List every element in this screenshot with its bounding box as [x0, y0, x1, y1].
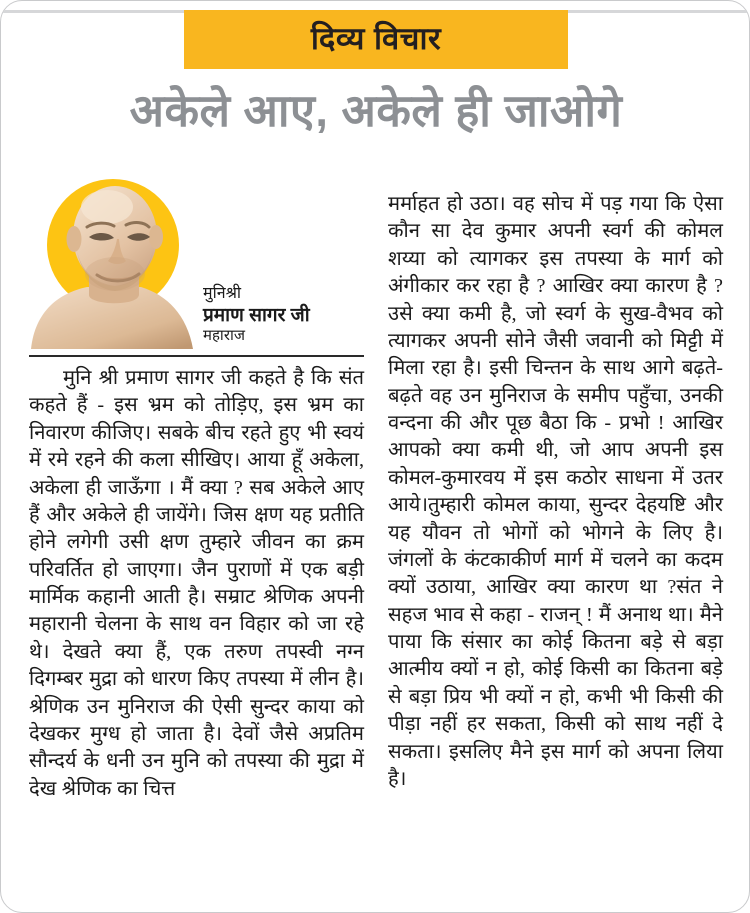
author-title: महाराज: [203, 326, 245, 344]
author-name: प्रमाण सागर जी: [203, 304, 310, 326]
article-text-left: मुनि श्री प्रमाण सागर जी कहते है कि संत कहते हैं - इस भ्रम को तोड़िए, इस भ्रम का निवारण कीजिए। सबके बीच रहते हुए भी स्वयं में रमे रहने की कला सीखिए। आया हूँ अकेला, अकेला ही जाऊँगा । मैं क्या ? सब अकेले आए हैं और अकेले ही जायेंगे। जिस क्षण यह प्रतीति होने लगेगी उसी क्षण तुम्हारे जीवन का क्रम परिवर्तित हो जाएगा। जैन पुराणों में एक बड़ी मार्मिक कहानी आती है। सम्राट श्रेणिक अपनी महारानी चेलना के साथ वन विहार को जा रहे थे। देखते क्या हैं, एक तरुण तपस्वी नग्न दिगम्बर मुद्रा को धारण किए तपस्या में लीन है। श्रेणिक उन मुनिराज की ऐसी सुन्दर काया को देखकर मुग्ध हो जाता है। देवों जैसे अप्रतिम सौन्दर्य के धनी उन मुनि को तपस्या की मुद्रा में देख श्रेणिक का चित्त: [29, 367, 364, 800]
article-text-right: मर्माहत हो उठा। वह सोच में पड़ गया कि ऐसा कौन सा देव कुमार अपनी स्वर्ग की कोमल शय्या को त्यागकर इस तपस्या के मार्ग को अंगीकार कर रहा है ? आखिर क्या कारण है ? उसे क्या कमी है, जो स्वर्ग के सुख-वैभव को त्यागकर अपनी सोने जैसी जवानी को मिट्टी में मिला रहा है। इसी चिन्तन के साथ आगे बढ़ते-बढ़ते वह उन मुनिराज के समीप पहुँचा, उनकी वन्दना की और पूछ बैठा कि - प्रभो ! आखिर आपको क्या कमी थी, जो आप अपनी इस कोमल-कुमारवय में इस कठोर साधना में उतर आये।तुम्हारी कोमल काया, सुन्दर देहयष्टि और यह यौवन तो भोगों को भोगने के लिए है। जंगलों के कंटकाकीर्ण मार्ग में चलने का कदम क्यों उठाया, आखिर क्या कारण था ?संत ने सहज भाव से कहा - राजन् ! मैं अनाथ था। मैने पाया कि संसार का कोई कितना बड़े से बड़ा आत्मीय क्यों न हो, कोई किसी का कितना बड़े से बड़ा प्रिय भी क्यों न हो, कभी भी किसी की पीड़ा नहीं हर सकता, किसी को साथ नहीं दे सकता। इसलिए मैने इस मार्ग को अपना लिया है।: [388, 193, 723, 790]
author-byline: [201, 284, 310, 349]
right-column: [388, 177, 723, 889]
article-body: [29, 177, 723, 889]
banner-rule-right: [568, 10, 750, 69]
masthead-title: दिव्य विचार: [310, 20, 442, 56]
masthead-banner-row: [1, 10, 750, 69]
monk-portrait-illustration: [29, 177, 201, 349]
masthead-banner: [184, 10, 568, 69]
author-photo: [29, 177, 201, 349]
author-honorific: मुनिश्री: [203, 285, 242, 303]
banner-rule-left: [1, 10, 184, 69]
author-block: [29, 177, 364, 349]
page-title: अकेले आए, अकेले ही जाओगे: [129, 85, 623, 136]
left-column: [29, 177, 364, 889]
column-divider-rule: [29, 355, 364, 357]
